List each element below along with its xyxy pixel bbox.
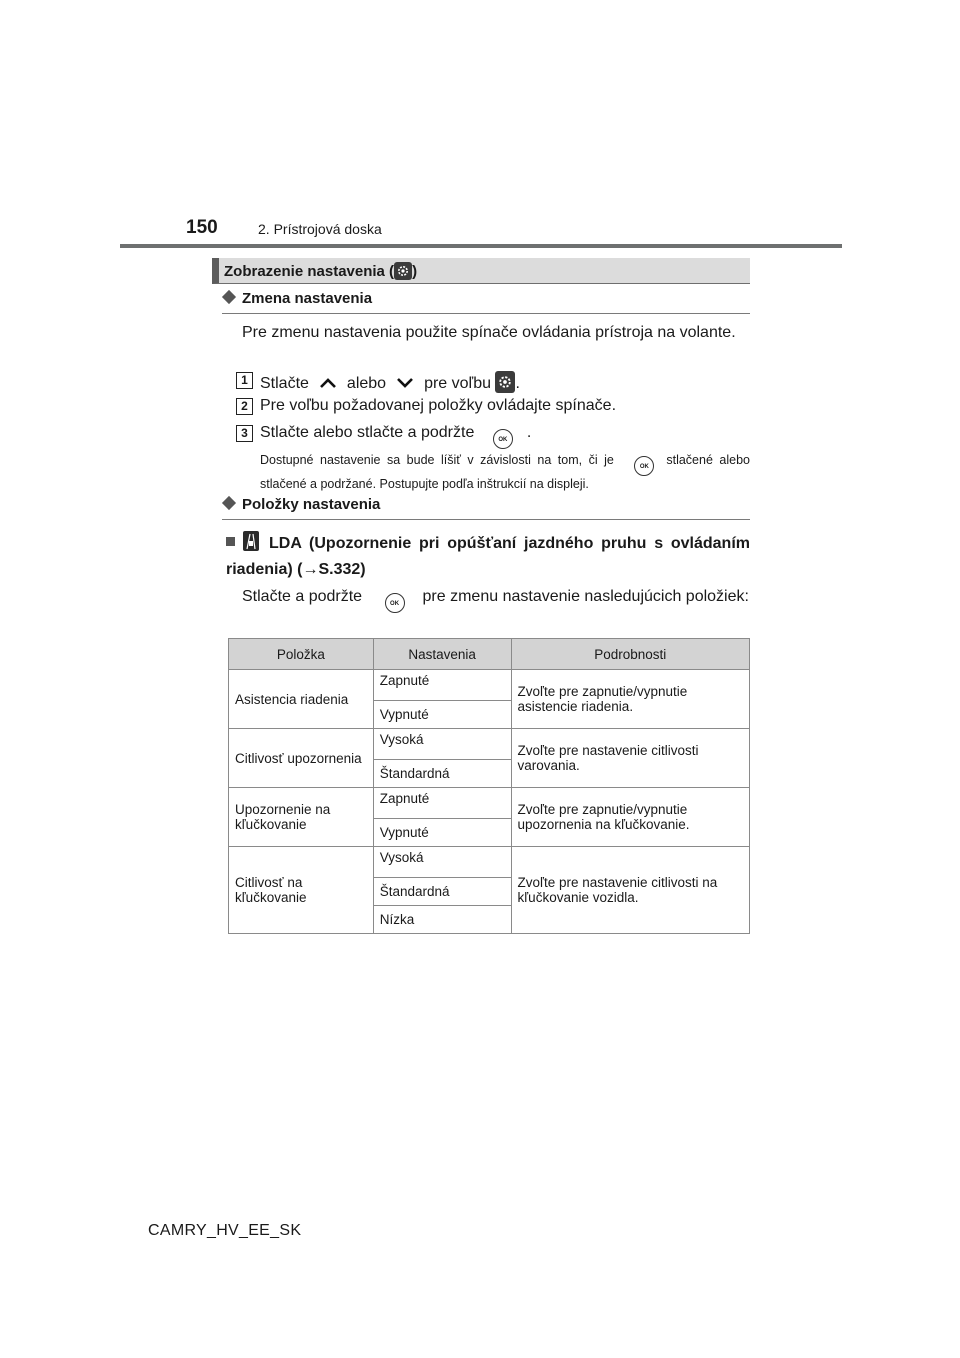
setting-items-heading <box>222 496 380 513</box>
details-cell: Zvoľte pre zapnutie/vypnutie upozornenia na kľučkovanie. <box>511 788 750 847</box>
document-footer: CAMRY_HV_EE_SK <box>148 1222 302 1239</box>
option-cell: Vysoká <box>373 729 511 760</box>
settings-table <box>228 638 750 934</box>
diamond-bullet-icon <box>222 496 236 510</box>
details-cell: Zvoľte pre nastavenie citlivosti varovania. <box>511 729 750 788</box>
step-3-part: . <box>526 424 532 441</box>
option-cell: Vysoká <box>373 847 511 878</box>
step-number: 3 <box>236 425 253 442</box>
lda-icon <box>243 531 259 551</box>
column-header: Podrobnosti <box>511 639 750 670</box>
note-part: Dostupné nastavenie sa bude líšiť v závislosti na tom, či je <box>260 453 614 467</box>
step-number: 2 <box>236 398 253 415</box>
settings-gear-icon <box>495 371 515 393</box>
details-cell: Zvoľte pre nastavenie citlivosti na kľučkovanie vozidla. <box>511 847 750 934</box>
table-row <box>229 788 750 819</box>
change-settings-heading <box>222 290 372 307</box>
option-cell: Vypnuté <box>373 701 511 729</box>
option-cell: Vypnuté <box>373 819 511 847</box>
option-cell: Zapnuté <box>373 670 511 701</box>
ok-button-icon: OK <box>493 429 513 449</box>
step-number: 1 <box>236 372 253 389</box>
lda-heading-text: LDA (Upozornenie pri opúšťaní jazdného pruhu s ovládaním riadenia) (→S.332) <box>226 535 750 578</box>
lda-paragraph-part: Stlačte a podržte <box>242 588 363 605</box>
note-text <box>260 452 750 492</box>
header-divider <box>120 244 842 248</box>
note-part: stlačené alebo stlačené a podržané. Postupujte podľa inštrukcií na displeji. <box>260 453 750 491</box>
diamond-bullet-icon <box>222 290 236 304</box>
intro-paragraph: Pre zmenu nastavenia použite spínače ovládania prístroja na volante. <box>242 324 736 341</box>
column-header: Položka <box>229 639 374 670</box>
lda-paragraph-part: pre zmenu nastavenie nasledujúcich položiek: <box>422 588 749 605</box>
table-header-row <box>229 639 750 670</box>
setting-items-heading-text: Položky nastavenia <box>242 496 381 513</box>
chevron-down-icon <box>396 375 414 393</box>
heading-divider <box>222 519 750 520</box>
option-cell: Štandardná <box>373 760 511 788</box>
heading-divider <box>222 313 750 314</box>
step-1-part: pre voľbu <box>424 375 492 392</box>
step-2-text: Pre voľbu požadovanej položky ovládajte spínače. <box>260 397 617 414</box>
section-title-suffix: ) <box>412 263 418 280</box>
page-number: 150 <box>186 217 218 238</box>
chapter-title: 2. Prístrojová doska <box>258 221 382 237</box>
ok-button-icon: OK <box>385 593 405 613</box>
table-row <box>229 670 750 701</box>
option-cell: Zapnuté <box>373 788 511 819</box>
details-cell: Zvoľte pre zapnutie/vypnutie asistencie riadenia. <box>511 670 750 729</box>
option-cell: Nízka <box>373 906 511 934</box>
section-title-text: Zobrazenie nastavenia ( <box>224 263 395 280</box>
ok-button-icon: OK <box>634 456 654 476</box>
item-cell: Citlivosť na kľučkovanie <box>229 847 374 934</box>
step-3-text <box>260 424 531 449</box>
item-cell: Upozornenie na kľučkovanie <box>229 788 374 847</box>
section-title <box>224 262 417 280</box>
settings-gear-icon <box>394 262 412 280</box>
option-cell: Štandardná <box>373 878 511 906</box>
step-3-part: Stlačte alebo stlačte a podržte <box>260 424 475 441</box>
step-1-text <box>260 371 520 393</box>
step-1-part: alebo <box>346 375 387 392</box>
item-cell: Asistencia riadenia <box>229 670 374 729</box>
change-settings-heading-text: Zmena nastavenia <box>242 290 373 307</box>
item-cell: Citlivosť upozornenia <box>229 729 374 788</box>
table-row <box>229 847 750 878</box>
square-bullet-icon <box>226 537 235 546</box>
step-1-part: Stlačte <box>260 375 309 392</box>
chevron-up-icon <box>319 375 337 393</box>
lda-paragraph <box>242 585 750 613</box>
step-1-part: . <box>515 375 520 392</box>
table-row <box>229 729 750 760</box>
lda-heading <box>226 531 750 583</box>
column-header: Nastavenia <box>373 639 511 670</box>
